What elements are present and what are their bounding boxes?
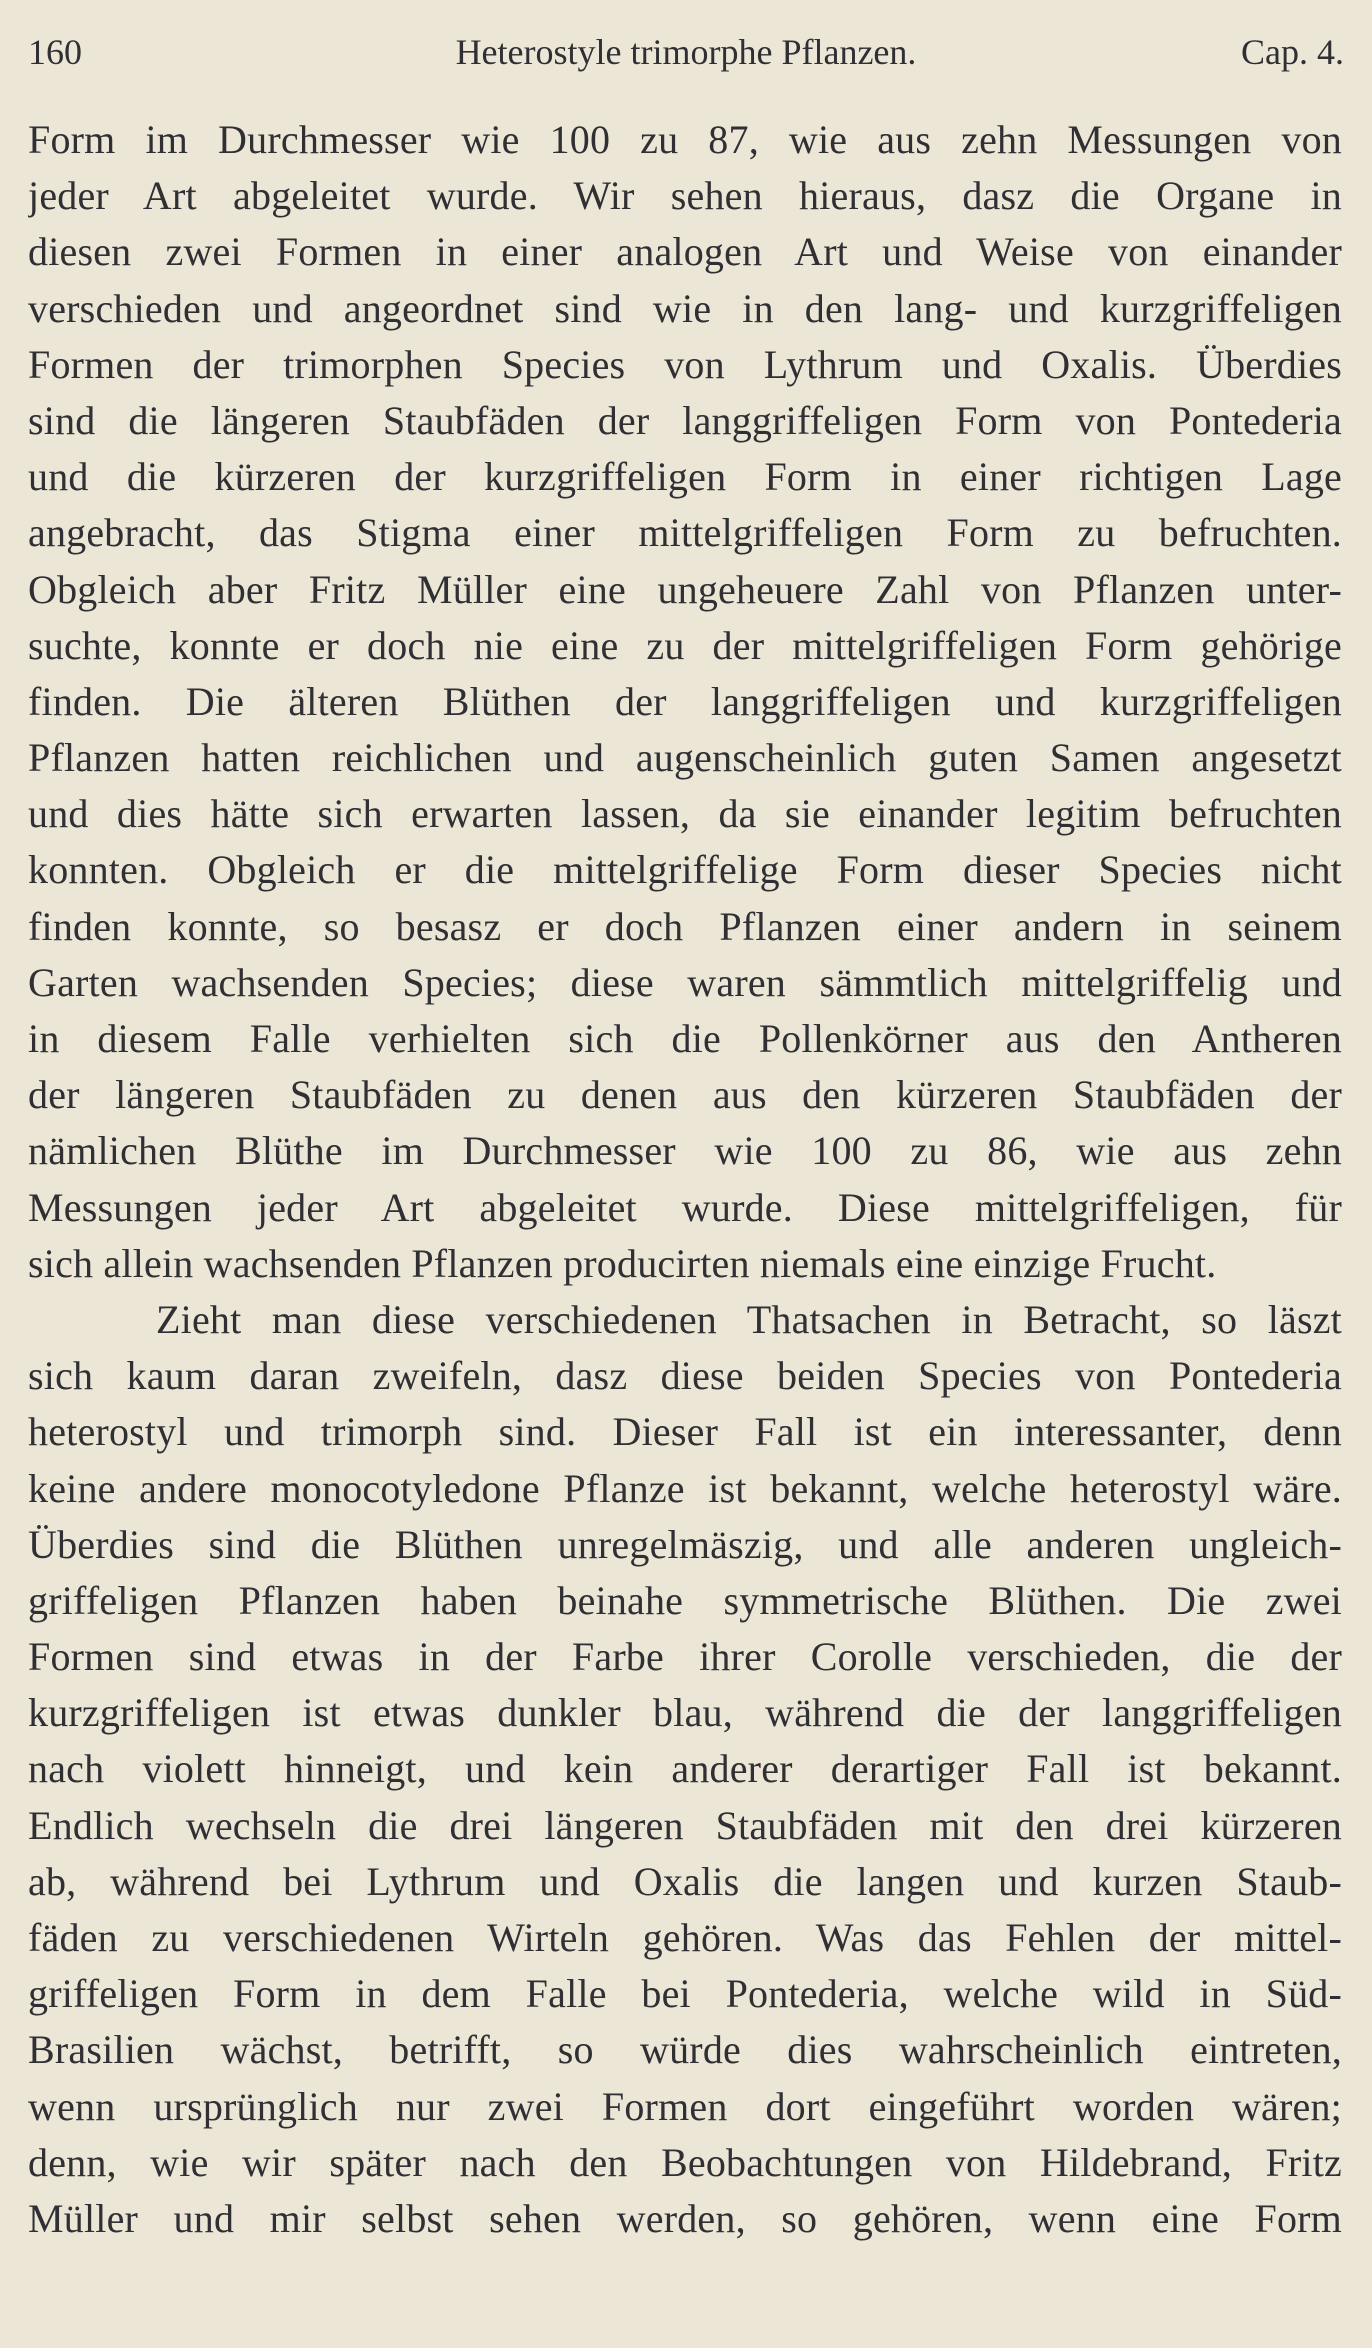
text-line: finden konnte, so besasz er doch Pflanzen einer andern in seinem bbox=[28, 903, 1342, 949]
text-line: Endlich wechseln die drei längeren Staubfäden mit den drei kürzeren bbox=[28, 1802, 1342, 1848]
text-line: Müller und mir selbst sehen werden, so gehören, wenn eine Form bbox=[28, 2195, 1342, 2241]
text-line: Formen sind etwas in der Farbe ihrer Corolle verschieden, die der bbox=[28, 1634, 1342, 1680]
text-line: Überdies sind die Blüthen unregelmäszig, und alle anderen ungleich- bbox=[28, 1521, 1342, 1567]
text-line: Form im Durchmesser wie 100 zu 87, wie aus zehn Messungen von bbox=[28, 117, 1342, 162]
text-line: Messungen jeder Art abgeleitet wurde. Diese mittelgriffeligen, für bbox=[28, 1184, 1342, 1230]
text-line: heterostyl und trimorph sind. Dieser Fall ist ein interessanter, denn bbox=[28, 1409, 1342, 1455]
text-line: nämlichen Blüthe im Durchmesser wie 100 zu 86, wie aus zehn bbox=[28, 1128, 1342, 1174]
text-line: denn, wie wir später nach den Beobachtungen von Hildebrand, Fritz bbox=[28, 2139, 1342, 2185]
text-line: in diesem Falle verhielten sich die Pollenkörner aus den Antheren bbox=[28, 1016, 1342, 1061]
text-line: sind die längeren Staubfäden der langgriffeligen Form von Pontederia bbox=[28, 397, 1342, 443]
text-line: kurzgriffeligen ist etwas dunkler blau, während die der langgriffeligen bbox=[28, 1690, 1342, 1736]
text-line: ab, während bei Lythrum und Oxalis die langen und kurzen Staub- bbox=[28, 1858, 1342, 1904]
text-line: der längeren Staubfäden zu denen aus den kürzeren Staubfäden der bbox=[28, 1072, 1342, 1118]
text-line: fäden zu verschiedenen Wirteln gehören. Was das Fehlen der mittel- bbox=[28, 1915, 1342, 1960]
text-line: konnten. Obgleich er die mittelgriffelige Form dieser Species nicht bbox=[28, 847, 1342, 893]
text-line: Pflanzen hatten reichlichen und augenscheinlich guten Samen angesetzt bbox=[28, 735, 1342, 781]
body-text bbox=[28, 112, 1342, 2247]
text-line: griffeligen Pflanzen haben beinahe symmetrische Blüthen. Die zwei bbox=[28, 1577, 1342, 1623]
text-line: Brasilien wächst, betrifft, so würde dies wahrscheinlich eintreten, bbox=[28, 2027, 1342, 2073]
text-line: diesen zwei Formen in einer analogen Art und Weise von einander bbox=[28, 229, 1342, 275]
text-line: griffeligen Form in dem Falle bei Pontederia, welche wild in Süd- bbox=[28, 1971, 1342, 2017]
text-line: und die kürzeren der kurzgriffeligen Form in einer richtigen Lage bbox=[28, 454, 1342, 500]
text-line: sich allein wachsenden Pflanzen producirten niemals eine einzige Frucht. bbox=[28, 1240, 1217, 1286]
text-line: sich kaum daran zweifeln, dasz diese beiden Species von Pontederia bbox=[28, 1353, 1342, 1399]
text-line: verschieden und angeordnet sind wie in den lang- und kurzgriffeligen bbox=[28, 285, 1342, 331]
text-line: angebracht, das Stigma einer mittelgriffeligen Form zu befruchten. bbox=[28, 510, 1342, 556]
text-line: nach violett hinneigt, und kein anderer derartiger Fall ist bekannt. bbox=[28, 1746, 1342, 1792]
text-line: Formen der trimorphen Species von Lythrum und Oxalis. Überdies bbox=[28, 341, 1342, 387]
text-line: und dies hätte sich erwarten lassen, da sie einander legitim befruchten bbox=[28, 791, 1342, 837]
page-header bbox=[28, 22, 1344, 82]
text-line: wenn ursprünglich nur zwei Formen dort eingeführt worden wären; bbox=[28, 2083, 1342, 2129]
running-title: Heterostyle trimorphe Pflanzen. bbox=[455, 32, 917, 72]
text-line: Garten wachsenden Species; diese waren sämmtlich mittelgriffelig und bbox=[28, 959, 1342, 1005]
text-line: keine andere monocotyledone Pflanze ist bekannt, welche heterostyl wäre. bbox=[28, 1465, 1342, 1511]
text-line: suchte, konnte er doch nie eine zu der mittelgriffeligen Form gehörige bbox=[28, 622, 1342, 668]
text-line: finden. Die älteren Blüthen der langgriffeligen und kurzgriffeligen bbox=[28, 678, 1342, 724]
text-line: Zieht man diese verschiedenen Thatsachen in Betracht, so läszt bbox=[156, 1296, 1342, 1342]
page-number: 160 bbox=[28, 32, 82, 72]
text-line: jeder Art abgeleitet wurde. Wir sehen hieraus, dasz die Organe in bbox=[28, 173, 1342, 219]
text-line: Obgleich aber Fritz Müller eine ungeheuere Zahl von Pflanzen unter- bbox=[28, 566, 1342, 612]
chapter-label: Cap. 4. bbox=[1241, 32, 1344, 72]
